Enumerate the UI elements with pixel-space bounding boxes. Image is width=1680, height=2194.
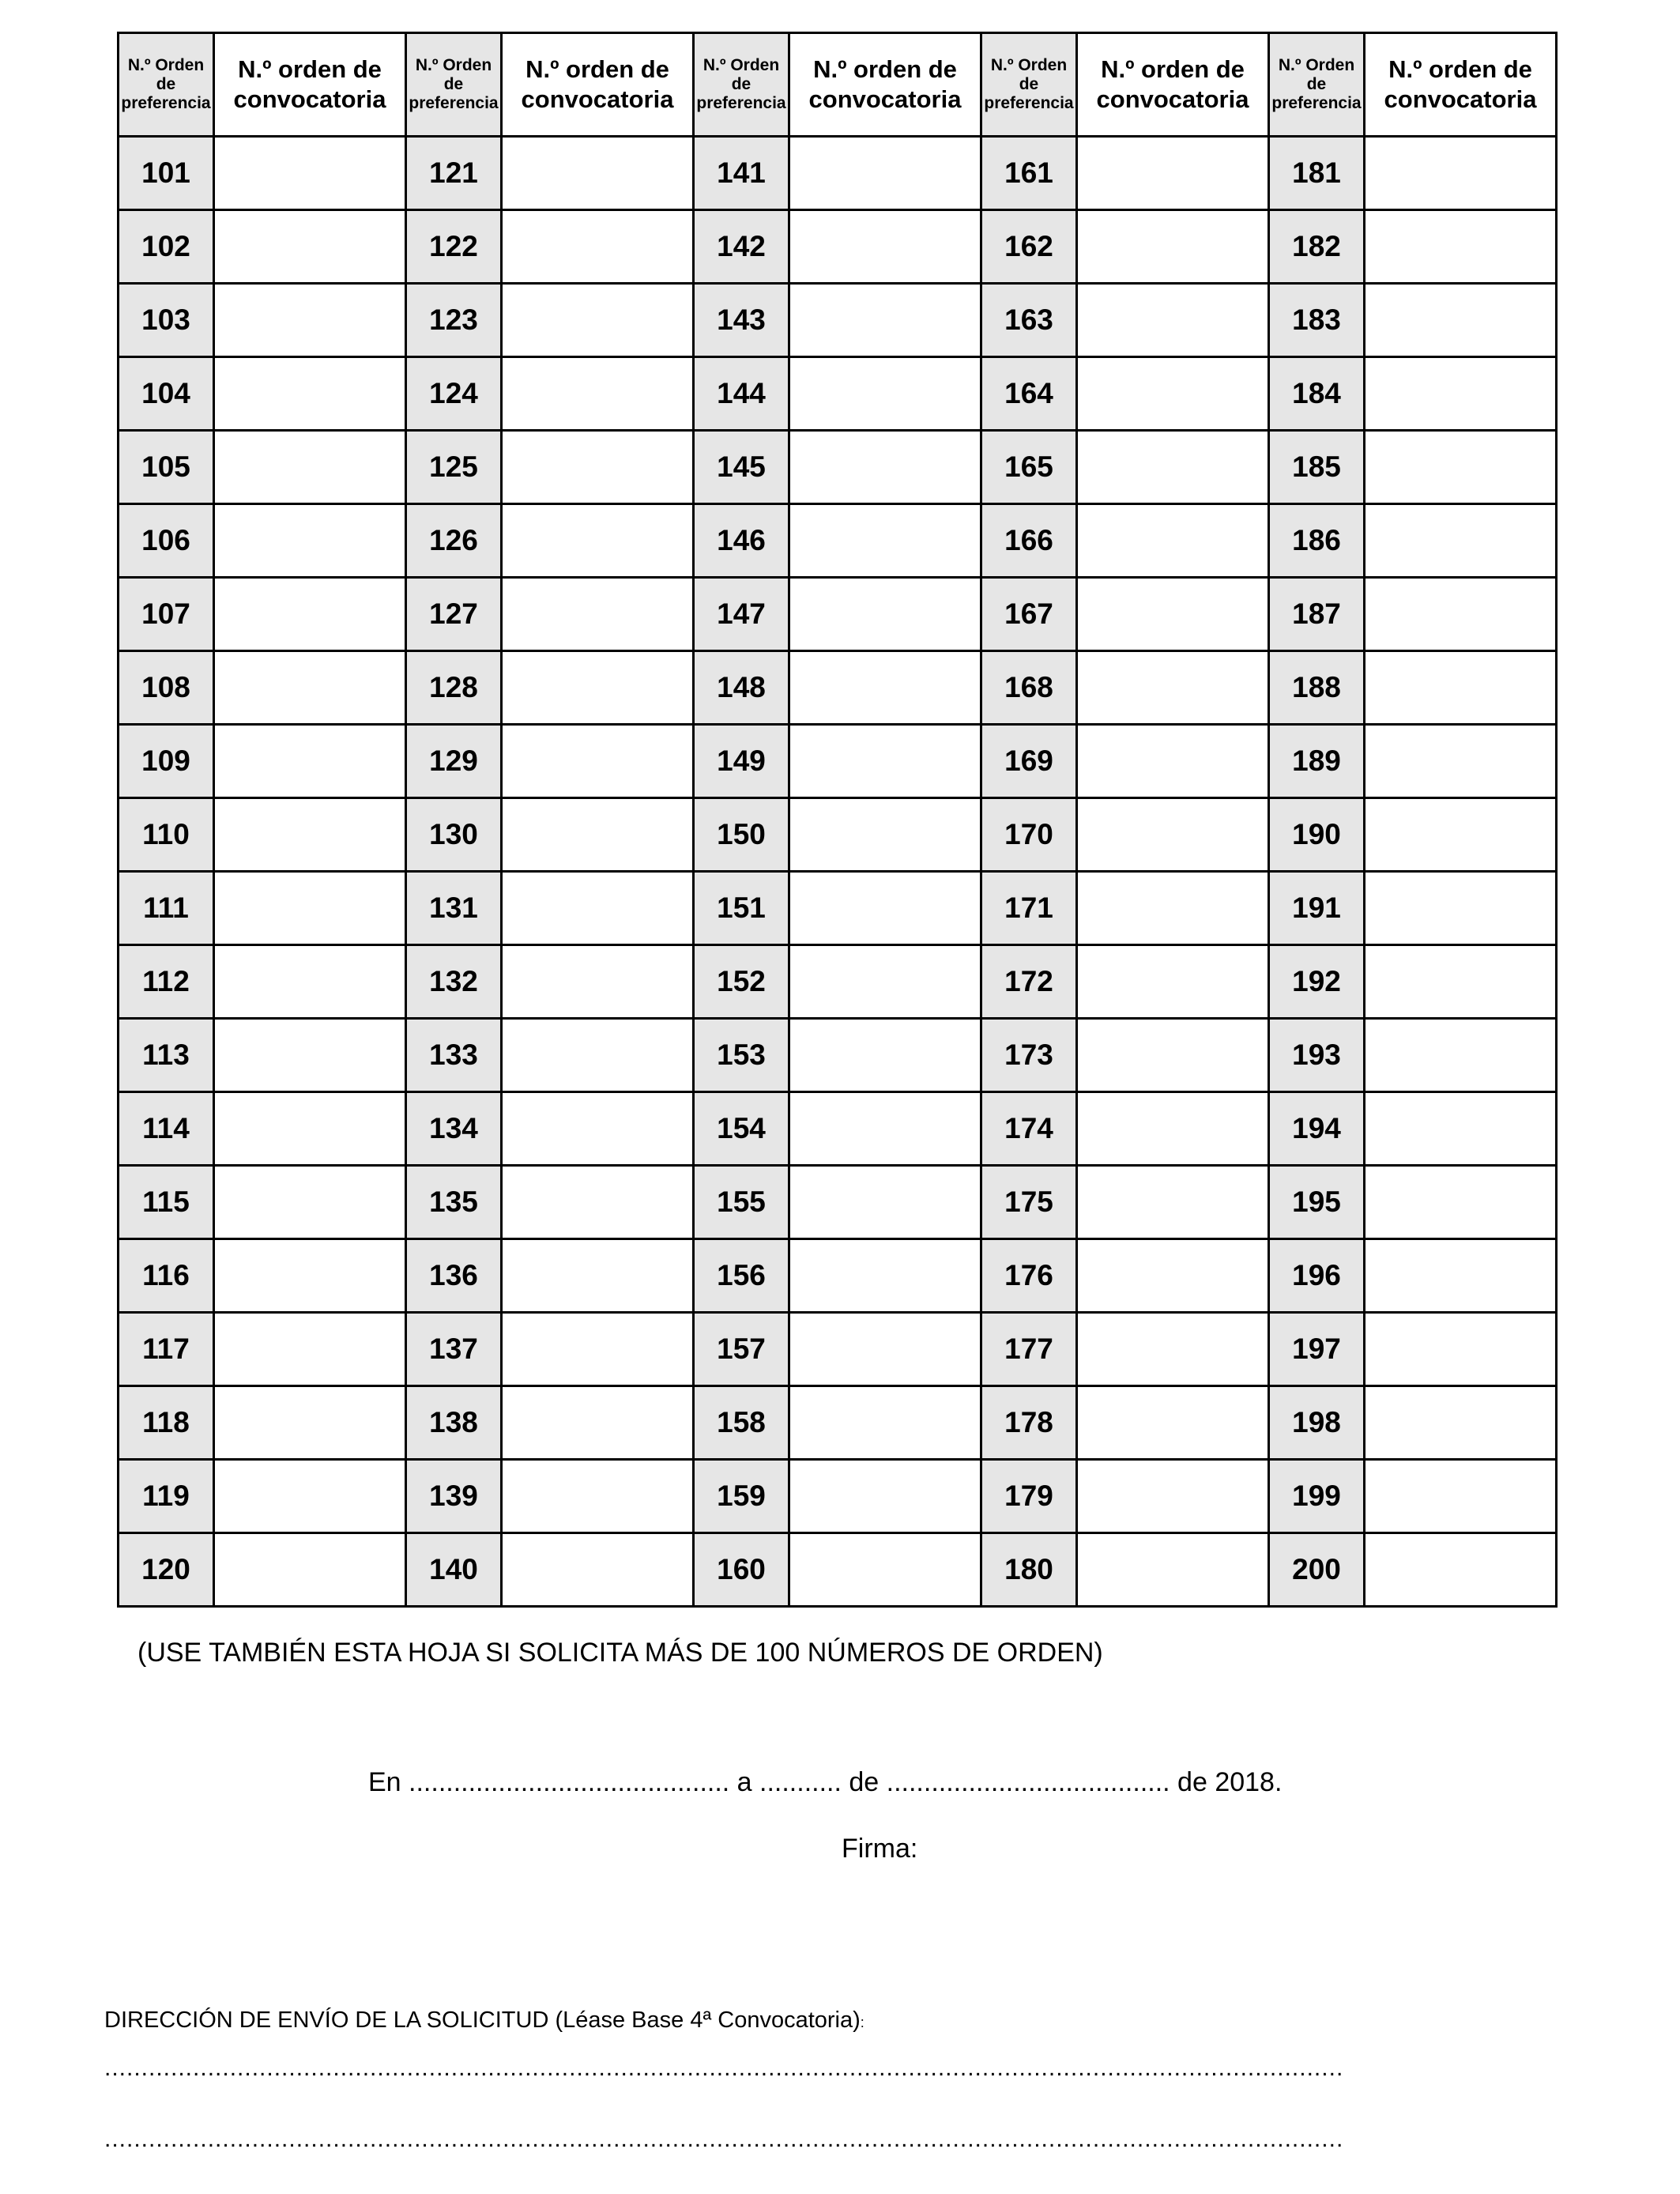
preference-number-cell: 139 <box>406 1460 502 1533</box>
convocatoria-entry-cell[interactable] <box>1077 137 1269 210</box>
preference-number-cell: 171 <box>981 872 1077 945</box>
convocatoria-entry-cell[interactable] <box>214 945 406 1019</box>
convocatoria-entry-cell[interactable] <box>789 872 981 945</box>
place-date-line: En ........................................... a ........... de ...................................... de 2018. <box>368 1767 1283 1797</box>
header-orden-convocatoria: N.º orden de convocatoria <box>502 33 694 137</box>
table-row <box>119 1166 1557 1239</box>
preference-number-cell: 179 <box>981 1460 1077 1533</box>
preference-number-cell: 121 <box>406 137 502 210</box>
preference-number-cell: 114 <box>119 1092 214 1166</box>
preference-number-cell: 185 <box>1269 431 1365 504</box>
preference-number-cell: 145 <box>694 431 789 504</box>
signature-label: Firma: <box>842 1834 918 1864</box>
preference-number-cell: 106 <box>119 504 214 578</box>
usage-note: (USE TAMBIÉN ESTA HOJA SI SOLICITA MÁS DE 100 NÚMEROS DE ORDEN) <box>137 1638 1103 1668</box>
preference-number-cell: 142 <box>694 210 789 284</box>
preference-number-cell: 119 <box>119 1460 214 1533</box>
preference-number-cell: 155 <box>694 1166 789 1239</box>
convocatoria-entry-cell[interactable] <box>502 945 694 1019</box>
preference-number-cell: 141 <box>694 137 789 210</box>
convocatoria-entry-cell[interactable] <box>502 1533 694 1607</box>
preference-number-cell: 124 <box>406 357 502 431</box>
convocatoria-entry-cell[interactable] <box>1365 1166 1557 1239</box>
convocatoria-entry-cell[interactable] <box>214 1386 406 1460</box>
preference-number-cell: 177 <box>981 1313 1077 1386</box>
table-row <box>119 137 1557 210</box>
convocatoria-entry-cell[interactable] <box>214 578 406 651</box>
preference-number-cell: 133 <box>406 1019 502 1092</box>
preference-number-cell: 138 <box>406 1386 502 1460</box>
convocatoria-entry-cell[interactable] <box>1077 1166 1269 1239</box>
header-orden-preferencia: N.º Orden de preferencia <box>406 33 502 137</box>
preference-number-cell: 148 <box>694 651 789 725</box>
preference-number-cell: 116 <box>119 1239 214 1313</box>
convocatoria-entry-cell[interactable] <box>1077 1239 1269 1313</box>
preference-number-cell: 113 <box>119 1019 214 1092</box>
convocatoria-entry-cell[interactable] <box>789 798 981 872</box>
convocatoria-entry-cell[interactable] <box>1365 1313 1557 1386</box>
convocatoria-entry-cell[interactable] <box>214 798 406 872</box>
preference-number-cell: 173 <box>981 1019 1077 1092</box>
convocatoria-entry-cell[interactable] <box>214 1313 406 1386</box>
convocatoria-entry-cell[interactable] <box>502 210 694 284</box>
preference-number-cell: 154 <box>694 1092 789 1166</box>
preference-number-cell: 186 <box>1269 504 1365 578</box>
preference-number-cell: 112 <box>119 945 214 1019</box>
convocatoria-entry-cell[interactable] <box>214 1239 406 1313</box>
convocatoria-entry-cell[interactable] <box>1365 798 1557 872</box>
convocatoria-entry-cell[interactable] <box>789 137 981 210</box>
preference-number-cell: 129 <box>406 725 502 798</box>
preference-number-cell: 149 <box>694 725 789 798</box>
convocatoria-entry-cell[interactable] <box>502 504 694 578</box>
convocatoria-entry-cell[interactable] <box>1365 651 1557 725</box>
convocatoria-entry-cell[interactable] <box>502 1460 694 1533</box>
preference-number-cell: 196 <box>1269 1239 1365 1313</box>
preference-number-cell: 180 <box>981 1533 1077 1607</box>
convocatoria-entry-cell[interactable] <box>1077 1313 1269 1386</box>
convocatoria-entry-cell[interactable] <box>214 137 406 210</box>
convocatoria-entry-cell[interactable] <box>789 1460 981 1533</box>
preference-number-cell: 161 <box>981 137 1077 210</box>
table-row <box>119 945 1557 1019</box>
preference-table <box>117 32 1558 1608</box>
convocatoria-entry-cell[interactable] <box>214 1533 406 1607</box>
convocatoria-entry-cell[interactable] <box>1365 137 1557 210</box>
preference-number-cell: 136 <box>406 1239 502 1313</box>
preference-number-cell: 188 <box>1269 651 1365 725</box>
table-row <box>119 210 1557 284</box>
preference-number-cell: 143 <box>694 284 789 357</box>
convocatoria-entry-cell[interactable] <box>1365 431 1557 504</box>
convocatoria-entry-cell[interactable] <box>1365 578 1557 651</box>
preference-number-cell: 165 <box>981 431 1077 504</box>
table-row <box>119 504 1557 578</box>
preference-number-cell: 163 <box>981 284 1077 357</box>
convocatoria-entry-cell[interactable] <box>1365 357 1557 431</box>
preference-number-cell: 189 <box>1269 725 1365 798</box>
convocatoria-entry-cell[interactable] <box>502 1386 694 1460</box>
header-orden-preferencia: N.º Orden de preferencia <box>981 33 1077 137</box>
convocatoria-entry-cell[interactable] <box>1077 1092 1269 1166</box>
preference-number-cell: 134 <box>406 1092 502 1166</box>
preference-number-cell: 117 <box>119 1313 214 1386</box>
convocatoria-entry-cell[interactable] <box>1365 1533 1557 1607</box>
table-row <box>119 798 1557 872</box>
preference-number-cell: 175 <box>981 1166 1077 1239</box>
table-header-row <box>119 33 1557 137</box>
preference-number-cell: 150 <box>694 798 789 872</box>
preference-number-cell: 158 <box>694 1386 789 1460</box>
convocatoria-entry-cell[interactable] <box>502 1092 694 1166</box>
preference-number-cell: 183 <box>1269 284 1365 357</box>
preference-number-cell: 127 <box>406 578 502 651</box>
preference-number-cell: 132 <box>406 945 502 1019</box>
convocatoria-entry-cell[interactable] <box>214 504 406 578</box>
header-orden-preferencia: N.º Orden de preferencia <box>119 33 214 137</box>
convocatoria-entry-cell[interactable] <box>789 945 981 1019</box>
preference-number-cell: 146 <box>694 504 789 578</box>
preference-number-cell: 192 <box>1269 945 1365 1019</box>
convocatoria-entry-cell[interactable] <box>1077 798 1269 872</box>
convocatoria-entry-cell[interactable] <box>214 1460 406 1533</box>
preference-number-cell: 122 <box>406 210 502 284</box>
preference-number-cell: 135 <box>406 1166 502 1239</box>
convocatoria-entry-cell[interactable] <box>789 1092 981 1166</box>
convocatoria-entry-cell[interactable] <box>789 1166 981 1239</box>
table-row <box>119 578 1557 651</box>
preference-number-cell: 152 <box>694 945 789 1019</box>
header-orden-preferencia: N.º Orden de preferencia <box>694 33 789 137</box>
preference-number-cell: 200 <box>1269 1533 1365 1607</box>
convocatoria-entry-cell[interactable] <box>502 872 694 945</box>
convocatoria-entry-cell[interactable] <box>789 651 981 725</box>
convocatoria-entry-cell[interactable] <box>502 137 694 210</box>
convocatoria-entry-cell[interactable] <box>1365 1019 1557 1092</box>
preference-number-cell: 128 <box>406 651 502 725</box>
convocatoria-entry-cell[interactable] <box>502 1239 694 1313</box>
convocatoria-entry-cell[interactable] <box>502 798 694 872</box>
convocatoria-entry-cell[interactable] <box>1365 284 1557 357</box>
preference-number-cell: 111 <box>119 872 214 945</box>
convocatoria-entry-cell[interactable] <box>214 872 406 945</box>
preference-number-cell: 151 <box>694 872 789 945</box>
address-label-colon: : <box>860 2015 864 2030</box>
table-body <box>119 137 1557 1607</box>
preference-number-cell: 107 <box>119 578 214 651</box>
convocatoria-entry-cell[interactable] <box>1077 357 1269 431</box>
preference-number-cell: 126 <box>406 504 502 578</box>
convocatoria-entry-cell[interactable] <box>1077 431 1269 504</box>
convocatoria-entry-cell[interactable] <box>214 284 406 357</box>
header-orden-preferencia: N.º Orden de preferencia <box>1269 33 1365 137</box>
convocatoria-entry-cell[interactable] <box>1077 1533 1269 1607</box>
convocatoria-entry-cell[interactable] <box>502 431 694 504</box>
preference-number-cell: 125 <box>406 431 502 504</box>
preference-number-cell: 144 <box>694 357 789 431</box>
table-row <box>119 1313 1557 1386</box>
table-row <box>119 1386 1557 1460</box>
convocatoria-entry-cell[interactable] <box>1077 651 1269 725</box>
convocatoria-entry-cell[interactable] <box>1077 578 1269 651</box>
convocatoria-entry-cell[interactable] <box>502 725 694 798</box>
preference-number-cell: 102 <box>119 210 214 284</box>
preference-number-cell: 184 <box>1269 357 1365 431</box>
convocatoria-entry-cell[interactable] <box>1077 1019 1269 1092</box>
convocatoria-entry-cell[interactable] <box>1077 210 1269 284</box>
convocatoria-entry-cell[interactable] <box>1365 210 1557 284</box>
preference-number-cell: 131 <box>406 872 502 945</box>
convocatoria-entry-cell[interactable] <box>789 357 981 431</box>
convocatoria-entry-cell[interactable] <box>1077 872 1269 945</box>
convocatoria-entry-cell[interactable] <box>1077 504 1269 578</box>
convocatoria-entry-cell[interactable] <box>502 357 694 431</box>
convocatoria-entry-cell[interactable] <box>789 284 981 357</box>
preference-number-cell: 108 <box>119 651 214 725</box>
convocatoria-entry-cell[interactable] <box>214 725 406 798</box>
preference-number-cell: 176 <box>981 1239 1077 1313</box>
convocatoria-entry-cell[interactable] <box>789 1239 981 1313</box>
preference-number-cell: 198 <box>1269 1386 1365 1460</box>
convocatoria-entry-cell[interactable] <box>1365 1460 1557 1533</box>
convocatoria-entry-cell[interactable] <box>789 431 981 504</box>
convocatoria-entry-cell[interactable] <box>789 1019 981 1092</box>
preference-number-cell: 101 <box>119 137 214 210</box>
convocatoria-entry-cell[interactable] <box>502 578 694 651</box>
table-row <box>119 872 1557 945</box>
preference-number-cell: 103 <box>119 284 214 357</box>
preference-number-cell: 190 <box>1269 798 1365 872</box>
preference-number-cell: 197 <box>1269 1313 1365 1386</box>
convocatoria-entry-cell[interactable] <box>1365 725 1557 798</box>
preference-number-cell: 167 <box>981 578 1077 651</box>
convocatoria-entry-cell[interactable] <box>1077 1460 1269 1533</box>
convocatoria-entry-cell[interactable] <box>1365 872 1557 945</box>
table-row <box>119 1092 1557 1166</box>
convocatoria-entry-cell[interactable] <box>214 1166 406 1239</box>
preference-number-cell: 109 <box>119 725 214 798</box>
address-label-text: DIRECCIÓN DE ENVÍO DE LA SOLICITUD (Léase Base 4ª Convocatoria) <box>104 2007 861 2033</box>
table-row <box>119 1533 1557 1607</box>
table-row <box>119 725 1557 798</box>
table-row <box>119 1460 1557 1533</box>
preference-number-cell: 178 <box>981 1386 1077 1460</box>
convocatoria-entry-cell[interactable] <box>214 1019 406 1092</box>
header-orden-convocatoria: N.º orden de convocatoria <box>789 33 981 137</box>
preference-number-cell: 115 <box>119 1166 214 1239</box>
preference-number-cell: 199 <box>1269 1460 1365 1533</box>
convocatoria-entry-cell[interactable] <box>502 1313 694 1386</box>
preference-number-cell: 194 <box>1269 1092 1365 1166</box>
preference-number-cell: 140 <box>406 1533 502 1607</box>
preference-number-cell: 168 <box>981 651 1077 725</box>
preference-number-cell: 156 <box>694 1239 789 1313</box>
convocatoria-entry-cell[interactable] <box>1365 504 1557 578</box>
preference-number-cell: 153 <box>694 1019 789 1092</box>
header-orden-convocatoria: N.º orden de convocatoria <box>1077 33 1269 137</box>
preference-number-cell: 110 <box>119 798 214 872</box>
convocatoria-entry-cell[interactable] <box>214 357 406 431</box>
table-row <box>119 357 1557 431</box>
preference-number-cell: 118 <box>119 1386 214 1460</box>
convocatoria-entry-cell[interactable] <box>1077 945 1269 1019</box>
table-row <box>119 651 1557 725</box>
preference-number-cell: 174 <box>981 1092 1077 1166</box>
convocatoria-entry-cell[interactable] <box>502 1166 694 1239</box>
header-orden-convocatoria: N.º orden de convocatoria <box>214 33 406 137</box>
address-line-2: ........................................................................................................................................................................ <box>104 2126 1344 2152</box>
convocatoria-entry-cell[interactable] <box>1365 1386 1557 1460</box>
address-line-1: ........................................................................................................................................................................ <box>104 2055 1344 2081</box>
preference-number-cell: 130 <box>406 798 502 872</box>
preference-number-cell: 120 <box>119 1533 214 1607</box>
preference-number-cell: 123 <box>406 284 502 357</box>
convocatoria-entry-cell[interactable] <box>789 578 981 651</box>
convocatoria-entry-cell[interactable] <box>1365 1239 1557 1313</box>
convocatoria-entry-cell[interactable] <box>502 284 694 357</box>
preference-number-cell: 162 <box>981 210 1077 284</box>
convocatoria-entry-cell[interactable] <box>1365 945 1557 1019</box>
preference-number-cell: 193 <box>1269 1019 1365 1092</box>
header-orden-convocatoria: N.º orden de convocatoria <box>1365 33 1557 137</box>
convocatoria-entry-cell[interactable] <box>214 210 406 284</box>
preference-number-cell: 187 <box>1269 578 1365 651</box>
preference-number-cell: 104 <box>119 357 214 431</box>
convocatoria-entry-cell[interactable] <box>1077 284 1269 357</box>
convocatoria-entry-cell[interactable] <box>789 725 981 798</box>
preference-number-cell: 182 <box>1269 210 1365 284</box>
convocatoria-entry-cell[interactable] <box>789 1313 981 1386</box>
convocatoria-entry-cell[interactable] <box>789 1533 981 1607</box>
preference-number-cell: 172 <box>981 945 1077 1019</box>
preference-number-cell: 170 <box>981 798 1077 872</box>
preference-number-cell: 147 <box>694 578 789 651</box>
preference-number-cell: 159 <box>694 1460 789 1533</box>
convocatoria-entry-cell[interactable] <box>1077 725 1269 798</box>
preference-number-cell: 105 <box>119 431 214 504</box>
table-row <box>119 284 1557 357</box>
preference-number-cell: 191 <box>1269 872 1365 945</box>
convocatoria-entry-cell[interactable] <box>789 210 981 284</box>
table-row <box>119 1019 1557 1092</box>
convocatoria-entry-cell[interactable] <box>1077 1386 1269 1460</box>
convocatoria-entry-cell[interactable] <box>214 431 406 504</box>
convocatoria-entry-cell[interactable] <box>789 1386 981 1460</box>
convocatoria-entry-cell[interactable] <box>502 1019 694 1092</box>
convocatoria-entry-cell[interactable] <box>214 1092 406 1166</box>
preference-number-cell: 157 <box>694 1313 789 1386</box>
convocatoria-entry-cell[interactable] <box>502 651 694 725</box>
convocatoria-entry-cell[interactable] <box>1365 1092 1557 1166</box>
address-label <box>104 2007 864 2034</box>
table-row <box>119 431 1557 504</box>
preference-number-cell: 181 <box>1269 137 1365 210</box>
preference-number-cell: 164 <box>981 357 1077 431</box>
preference-number-cell: 195 <box>1269 1166 1365 1239</box>
preference-number-cell: 160 <box>694 1533 789 1607</box>
preference-number-cell: 166 <box>981 504 1077 578</box>
convocatoria-entry-cell[interactable] <box>789 504 981 578</box>
convocatoria-entry-cell[interactable] <box>214 651 406 725</box>
table-row <box>119 1239 1557 1313</box>
preference-number-cell: 137 <box>406 1313 502 1386</box>
preference-number-cell: 169 <box>981 725 1077 798</box>
